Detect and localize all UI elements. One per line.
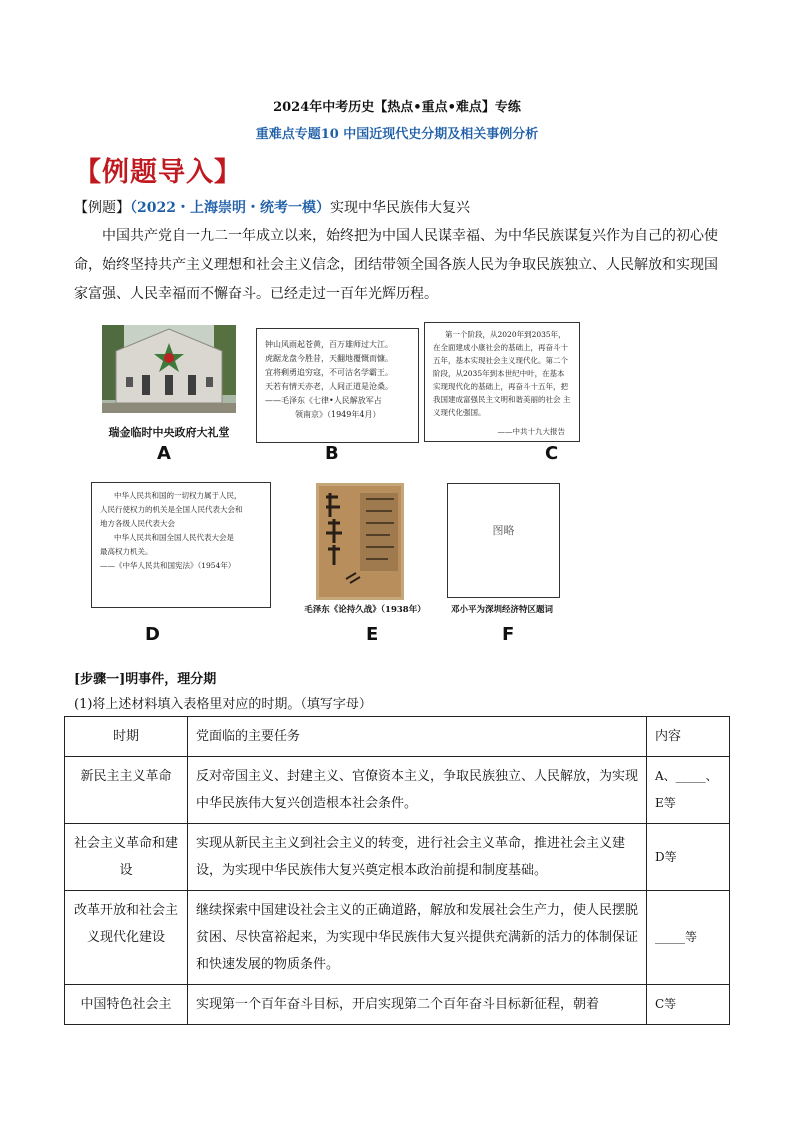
material-f-placeholder: 图略 bbox=[492, 524, 515, 537]
material-d-box bbox=[91, 482, 271, 608]
period-cell: 新民主主义革命 bbox=[65, 757, 188, 824]
example-label: 【例题】 bbox=[74, 200, 130, 216]
material-f-letter: F bbox=[502, 624, 515, 645]
step-heading: [步骤一]明事件，理分期 bbox=[74, 672, 217, 687]
material-e-caption: 毛泽东《论持久战》（1938年） bbox=[304, 605, 426, 615]
content-cell[interactable]: _____等 bbox=[647, 891, 730, 985]
header-task: 党面临的主要任务 bbox=[188, 717, 647, 757]
example-heading bbox=[74, 197, 470, 217]
content-cell: C等 bbox=[647, 985, 730, 1025]
poem-line: 宜将剩勇追穷寇，不可沽名学霸王。 bbox=[265, 368, 393, 377]
material-a-photo bbox=[102, 325, 236, 413]
header-content: 内容 bbox=[647, 717, 730, 757]
period-cell: 中国特色社会主 bbox=[65, 985, 188, 1025]
material-f-caption: 邓小平为深圳经济特区题词 bbox=[450, 605, 553, 615]
table-row bbox=[65, 891, 730, 985]
material-c-letter: C bbox=[545, 443, 559, 464]
content-cell[interactable] bbox=[647, 757, 730, 824]
constitution-line: 地方各级人民代表大会 bbox=[100, 519, 175, 528]
example-paragraph: 中国共产党自一九二一年成立以来，始终把为中国人民谋幸福、为中华民族谋复兴作为自己的初心使命，始终坚持共产主义理想和社会主义信念，团结带领全国各族人民为争取民族独立、人民解放和实现国家富强、人民幸福而不懈奋斗。已经走过一百年光辉历程。 bbox=[74, 228, 718, 302]
ruijin-hall-image bbox=[102, 325, 236, 413]
material-e-letter: E bbox=[366, 624, 379, 645]
table-row bbox=[65, 824, 730, 891]
constitution-line: 中华人民共和国的一切权力属于人民， bbox=[114, 491, 242, 500]
period-cell: 社会主义革命和建设 bbox=[65, 824, 188, 891]
poem-source: 领南京》（1949年4月） bbox=[295, 410, 381, 419]
document-subtitle: 重难点专题10 中国近现代史分期及相关事例分析 bbox=[255, 127, 539, 142]
table-row bbox=[65, 757, 730, 824]
task-cell: 实现从新民主主义到社会主义的转变，进行社会主义革命，推进社会主义建设，为实现中华民族伟大复兴奠定根本政治前提和制度基础。 bbox=[188, 824, 647, 891]
task-cell: 继续探索中国建设社会主义的正确道路，解放和发展社会生产力，使人民摆脱贫困、尽快富裕起来，为实现中华民族伟大复兴提供充满新的活力的体制保证和快速发展的物质条件。 bbox=[188, 891, 647, 985]
material-d-letter: D bbox=[145, 624, 160, 645]
report-source: ——中共十九大报告 bbox=[497, 427, 565, 436]
material-a-letter: A bbox=[157, 443, 171, 464]
question-1: (1)将上述材料填入表格里对应的时期。（填写字母） bbox=[74, 697, 372, 712]
constitution-source: ——《中华人民共和国宪法》（1954年） bbox=[100, 561, 236, 570]
poem-source: ——毛泽东《七律•人民解放军占 bbox=[265, 396, 382, 405]
section-banner: 【例题导入】 bbox=[74, 157, 242, 188]
report-excerpt: 第一个阶段，从2020年到2035年，在全面建成小康社会的基础上，再奋斗十五年，基本实现社会主义现代化。第二个阶段，从2035年到本世纪中叶，在基本实现现代化的基础上，再奋斗十五年，把我国建成富强民主文明和谐美丽的社会 主义现代化强国。 bbox=[433, 330, 571, 417]
content-answer: E等 bbox=[655, 796, 676, 810]
content-answer[interactable]: A、_____、 bbox=[655, 769, 718, 783]
constitution-line: 中华人民共和国全国人民代表大会是 bbox=[114, 533, 234, 542]
poem-line: 天若有情天亦老，人间正道是沧桑。 bbox=[265, 382, 393, 391]
period-cell: 改革开放和社会主义现代化建设 bbox=[65, 891, 188, 985]
task-cell: 实现第一个百年奋斗目标，开启实现第二个百年奋斗目标新征程，朝着 bbox=[188, 985, 647, 1025]
task-cell: 反对帝国主义、封建主义、官僚资本主义，争取民族独立、人民解放，为实现中华民族伟大复兴创造根本社会条件。 bbox=[188, 757, 647, 824]
poem-line: 虎踞龙盘今胜昔，天翻地覆慨而慷。 bbox=[265, 354, 393, 363]
material-c-box bbox=[424, 322, 580, 442]
material-b-box bbox=[256, 328, 419, 443]
example-source: （2022・上海崇明・统考一模） bbox=[130, 200, 330, 216]
material-a-caption: 瑞金临时中央政府大礼堂 bbox=[108, 426, 230, 439]
period-table bbox=[64, 716, 730, 1025]
document-title: 2024年中考历史【热点•重点•难点】专练 bbox=[273, 100, 521, 115]
poem-line: 钟山风雨起苍黄，百万雄师过大江。 bbox=[265, 340, 393, 349]
header-period: 时期 bbox=[65, 717, 188, 757]
material-f-box bbox=[447, 483, 560, 598]
book-cover-image bbox=[316, 483, 404, 600]
material-b-letter: B bbox=[325, 443, 339, 464]
constitution-line: 最高权力机关。 bbox=[100, 547, 153, 556]
example-topic: 实现中华民族伟大复兴 bbox=[329, 200, 470, 216]
constitution-line: 人民行使权力的机关是全国人民代表大会和 bbox=[100, 505, 243, 514]
table-header-row bbox=[65, 717, 730, 757]
material-e-book bbox=[316, 483, 404, 600]
table-row bbox=[65, 985, 730, 1025]
content-cell: D等 bbox=[647, 824, 730, 891]
